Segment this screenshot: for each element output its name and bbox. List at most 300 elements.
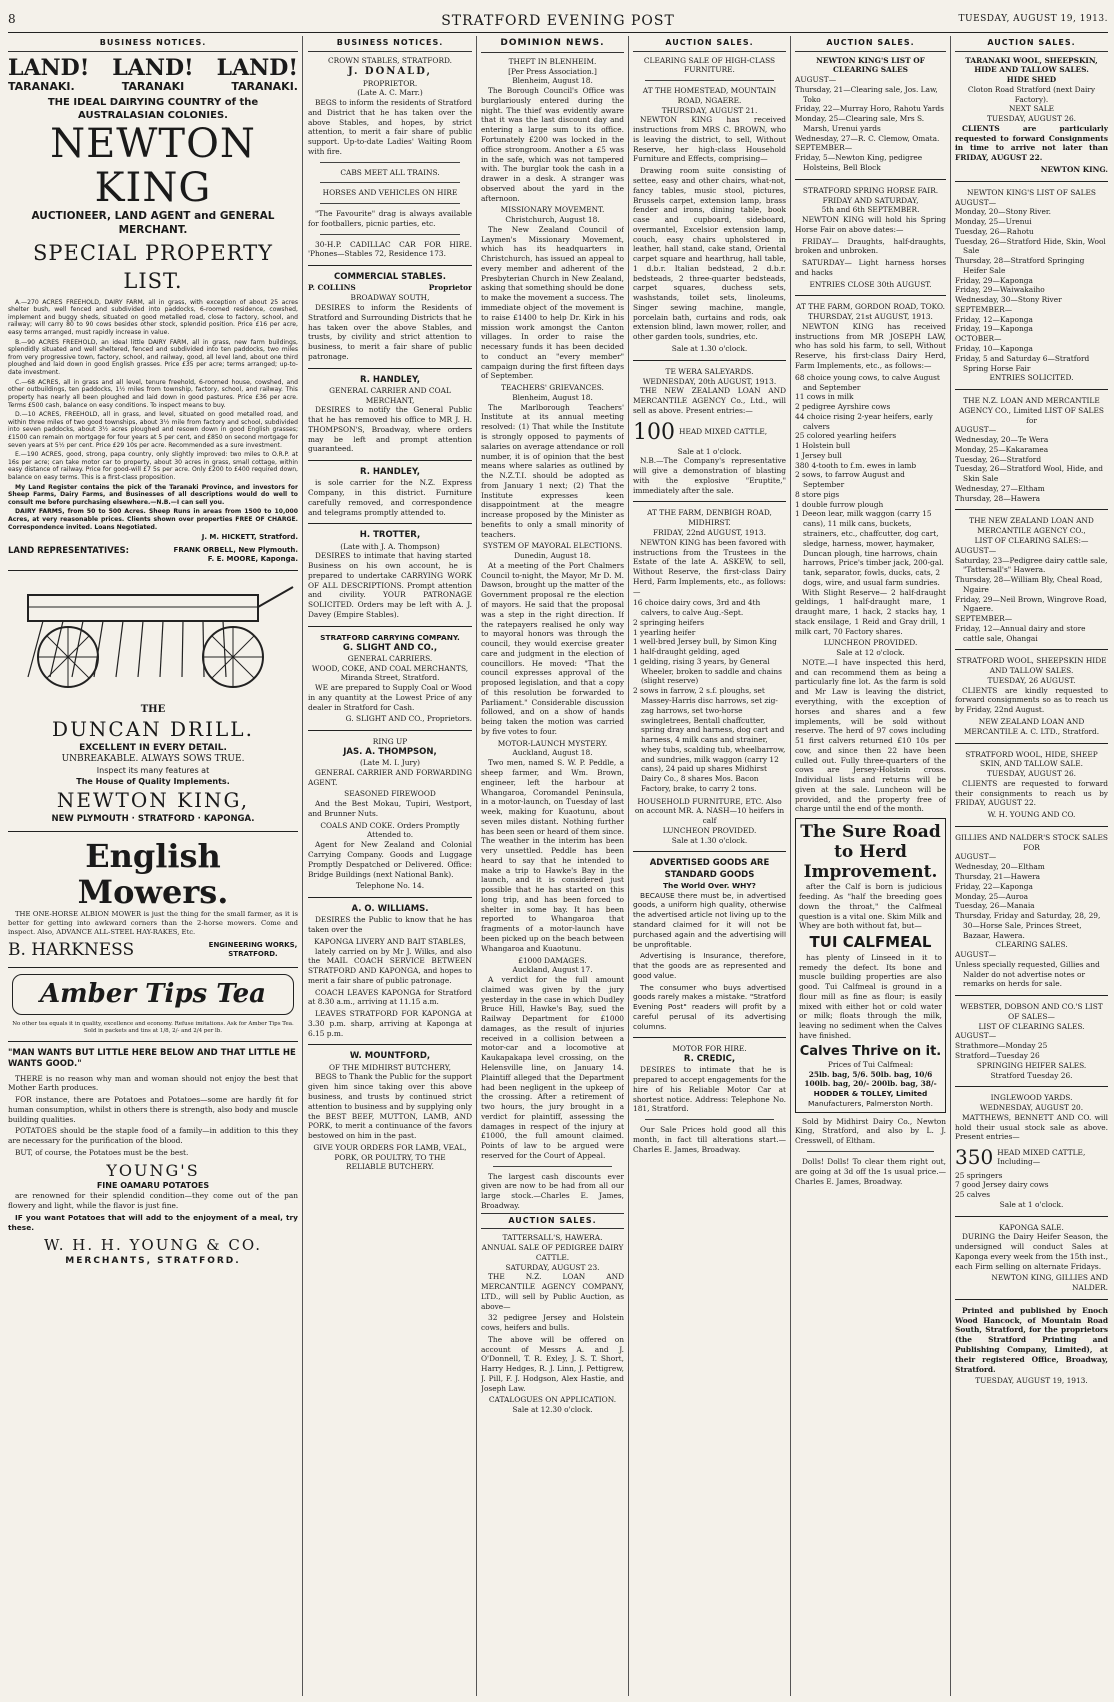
lunch-sale: Sale at 1.30 o'clock. [671, 835, 748, 845]
wera-date: WEDNESDAY, 20th AUGUST, 1913. [642, 376, 777, 386]
spring-text: NEWTON KING will hold his Spring Horse Fair on above dates:— [795, 215, 946, 234]
mowers-text: THE ONE-HORSE ALBION MOWER is just the thing for the small farmer, as it is better for getting into awkward corners than the 2-horse mowers. Come and inspect. Also, ADVANCE ALL-STEEL HAY-RAKES, Etc. [8, 910, 298, 936]
mountford-reliable: RELIABLE BUTCHERY. [346, 1162, 434, 1172]
news-title: MOTOR-LAUNCH MYSTERY. [497, 738, 608, 748]
clear-at: AT THE HOMESTEAD, MOUNTAIN ROAD, NGAERE. [642, 86, 777, 105]
spring-close: ENTRIES CLOSE 30th AUGUST. [809, 279, 932, 289]
advertised-sub: The World Over. WHY? [663, 880, 756, 890]
nk-list-title: NEWTON KING'S LIST OF CLEARING SALES [816, 55, 925, 75]
list-item: Tuesday, 26—Stratford [955, 454, 1042, 464]
list-item: AUGUST— [795, 75, 837, 85]
drill-firm: NEWTON KING, [56, 788, 250, 813]
divider [955, 826, 1108, 827]
drill-line: EXCELLENT IN EVERY DETAIL. [79, 742, 227, 753]
harkness-sub: ENGINEERING WORKS, STRATFORD. [208, 940, 298, 959]
list-item: Friday, 29—Waiwakaiho [955, 285, 1045, 295]
discount-text: The largest cash discounts ever given are now to be had from all our large stock.—Charles E. James, Broadway. [481, 1171, 624, 1210]
trotter-text: DESIRES to intimate that having started Business on his own account, he is prepared to undertake CARRYING WORK OF ALL DESCRIPTIONS. Prompt attention and civility. YOUR PATRONAGE SOLICITED. Orders may be left with A. J. Davey (Empire Stables). [308, 551, 472, 619]
loan2-title: THE NEW ZEALAND LOAN AND MERCANTILE AGENCY CO., [969, 516, 1094, 536]
divider [955, 509, 1108, 510]
news-title: TEACHERS' GRIEVANCES. [501, 383, 604, 393]
column-rule [790, 36, 791, 1696]
advertised-title: ADVERTISED GOODS ARE STANDARD GOODS [649, 858, 770, 880]
strat-wool: STRATFORD WOOL, SHEEPSKIN HIDE AND TALLOW SALES. [956, 656, 1107, 676]
land-register-note: My Land Register contains the pick of the Taranaki Province, and investors for Sheep Farms, Dairy Farms, and Businesses of all descriptions would do well to consult me before purchasing elsewhere.—N.B.—I can sell you. [8, 483, 298, 506]
nk-list [795, 75, 946, 173]
dairy-farms-note: DAIRY FARMS, from 50 to 500 Acres. Sheep Runs in areas from 1500 to 10,000 Acres, at very reasonable prices. Clients shown over properties FREE OF CHARGE. Correspondence invited. Loans Negotiated. [8, 508, 298, 531]
dateline: Auckland, August 18. [512, 748, 593, 758]
prices-title: Prices of Tui Calfmeal: [827, 1059, 914, 1069]
midhirst-items [633, 598, 786, 793]
crown-name: J. DONALD, [347, 66, 433, 78]
divider [807, 1151, 934, 1152]
carrying-address: Miranda Street, Stratford. [340, 673, 440, 683]
potato-para: FOR instance, there are Potatoes and Potatoes—some are hardly fit for human consumption, whilst in others there is strength, also body and muscle building qualities. [8, 1095, 298, 1124]
column-2 [308, 38, 472, 1696]
harkness-ad [8, 939, 298, 961]
divider [955, 1299, 1108, 1300]
cabs-line: CABS MEET ALL TRAINS. [340, 167, 440, 177]
list-item: AUGUST— [955, 950, 997, 960]
tatt-catalogues: CATALOGUES ON APPLICATION. [488, 1395, 617, 1405]
taranaki-row [8, 80, 298, 95]
mountford-of: OF THE MIDHIRST BUTCHERY, [328, 1062, 452, 1072]
land-representatives [8, 546, 298, 564]
drill-line: Inspect its many features at [96, 766, 210, 776]
inglewood-sale: Sale at 1 o'clock. [999, 1199, 1064, 1209]
inglewood-count-text: HEAD MIXED CATTLE, Including— [997, 1147, 1086, 1167]
handley-role: GENERAL CARRIER AND COAL MERCHANT, [329, 385, 451, 405]
list-item: OCTOBER— [955, 334, 1002, 344]
land-banner [8, 56, 298, 80]
divider [320, 182, 460, 183]
williams-text: DESIRES the Public to know that he has taken over the [308, 915, 472, 935]
list-item: Wednesday, 20—Eltham [955, 862, 1045, 872]
list-item: Tuesday, 26—Rahotu [955, 226, 1034, 236]
land-word: LAND! [216, 54, 298, 81]
list-item: Wednesday, 20—Te Wera [955, 435, 1049, 445]
page-number: 8 [8, 12, 16, 26]
sale-prices: Our Sale Prices hold good all this month, in fact till alterations start.—Charles E. James, Broadway. [633, 1125, 786, 1154]
taranaki-word: TARANAKI. [8, 79, 75, 93]
list-item: Thursday, Friday and Saturday, 28, 29, 30—Horse Sale, Princes Street, Bazaar, Hawera. [955, 911, 1101, 940]
sold-by: Sold by Midhirst Dairy Co., Newton King, Stratford, and also by L. J. Cresswell, of Eltham. [795, 1116, 946, 1146]
price-row: 100lb. bag, 20/- 200lb. bag, 38/- [804, 1079, 937, 1089]
divider [308, 265, 472, 266]
wool-title: TARANAKI WOOL, SHEEPSKIN, HIDE AND TALLOW SALES. [965, 55, 1098, 75]
column-1 [8, 38, 298, 1696]
dateline: Dunedin, August 18. [514, 551, 591, 561]
tatt-text: The above will be offered on account of Messrs A. and J. O'Donnell, T. R. Exley, J. S. T. Short, Harry Hedges, R. J. Linn, J. Pettigrew, J. Pill, F. J. Hodgson, Alex Hastie, and Joseph Law. [481, 1334, 624, 1393]
news-title: MISSIONARY MOVEMENT. [500, 205, 605, 215]
list-item: 7 good Jersey dairy cows [955, 1180, 1049, 1190]
strat2-title: STRATFORD WOOL, HIDE, SHEEP SKIN, AND TALLOW SALE. [965, 749, 1098, 769]
divider [633, 851, 786, 852]
divider [320, 234, 460, 235]
commercial-address: BROADWAY SOUTH, [350, 293, 430, 303]
list-item: Friday, 12—Annual dairy and store cattle sale, Ohangai [955, 623, 1086, 643]
column-header: AUCTION SALES. [955, 38, 1108, 52]
list-item: 380 4-tooth to f.m. ewes in lamb [795, 460, 917, 470]
imprint: Printed and published by Enoch Wood Hancock, of Mountain Road South, Stratford, for the proprietors (the Stratford Printing and Publishing Company, Limited), at their registered Office, Broadway, Stratford. [955, 1305, 1108, 1374]
list-item: 2 sows, to farrow August and September [795, 470, 905, 490]
list-item: Tuesday, 26—Stratford Wool, Hide, and Skin Sale [955, 464, 1103, 484]
list-item: 25 colored yearling heifers [795, 431, 897, 441]
imprint-date: TUESDAY, AUGUST 19, 1913. [975, 1376, 1088, 1386]
list-item: Thursday, 28—William Bly, Cheal Road, Ngaire [955, 575, 1103, 594]
divider [795, 179, 946, 180]
inglewood-count: 350 [955, 1145, 994, 1170]
rep: FRANK ORBELL, New Plymouth. [173, 545, 298, 554]
commercial-role: Proprietor [428, 283, 472, 293]
williams-coach: COACH LEAVES KAPONGA for Stratford at 8.30 a.m., arriving at 11.15 a.m. [308, 987, 472, 1007]
clients-text: CLIENTS are particularly requested to forward Consignments in time to arrive not later than FRIDAY, AUGUST 22. [955, 123, 1108, 163]
jas-name: JAS. A. THOMPSON, [343, 746, 437, 757]
credic-text: DESIRES to intimate that he is prepared to accept engagements for the hire of his Reliable Motor Car at shortest notice. Address: Telephone No. 181, Stratford. [633, 1065, 786, 1114]
horses-line: HORSES AND VEHICLES ON HIRE [322, 188, 458, 198]
next-date: TUESDAY, AUGUST 26. [987, 114, 1076, 124]
news-text: The Borough Council's Office was burglariously entered during the night. The thief was evidently aware that it was the last discount day and entering a large sum to its office. Fortunately £200 was locked in the office strongroom. Another a £5 was in the safe, which was not tampered with. The burglar took the cash in a drawer in a desk. A stranger was observed about the yard in the afternoon. [481, 86, 624, 203]
divider [320, 203, 460, 204]
list-item: 68 choice young cows, to calve August and September [795, 372, 940, 392]
taranaki-word: TARANAKI. [231, 79, 298, 93]
list-item: 8 store pigs [795, 489, 840, 499]
property-list-title: SPECIAL PROPERTY LIST. [33, 241, 273, 293]
jas-late: (Late M. I. Jury) [359, 758, 421, 768]
handley-name: R. HANDLEY, [360, 467, 420, 478]
jas-agent: Agent for New Zealand and Colonial Carrying Company. Goods and Luggage Promptly Despatched or Delivered. Office: Bridge Buildings (next National Bank). [308, 840, 472, 879]
divider [645, 1119, 774, 1120]
youngs-title: YOUNG'S [106, 1160, 200, 1180]
news-text: The Marlborough Teachers' Institute at its annual meeting resolved: (1) That while the Institute is strongly opposed to payments of salaries on average attendance or roll number, it is of opinion that the best means where salaries as outlined by the N.Z.T.I. should be adopted as from January 1 next; (2) That the Institute expresses keen disappointment at the meagre increase proposed by the Minister as benefits to only a small minority of teachers. [481, 402, 624, 539]
divider [955, 649, 1108, 650]
midhirst-date: FRIDAY, 22nd AUGUST, 1913. [653, 527, 766, 537]
column-4 [633, 38, 786, 1696]
divider [308, 523, 472, 524]
kaponga-title: KAPONGA SALE. [999, 1222, 1064, 1232]
divider [645, 80, 774, 81]
heifer-date: Stratford Tuesday 26. [990, 1070, 1073, 1080]
list-item: Thursday, 21—Clearing sale, Jos. Law, Toko [795, 84, 938, 104]
news-title: SYSTEM OF MAYORAL ELECTIONS. [482, 541, 623, 551]
mowers-title: English Mowers. [77, 837, 229, 911]
jas-telephone: Telephone No. 14. [355, 881, 425, 891]
hodder-sub: Manufacturers, Palmerston North. [808, 1098, 933, 1108]
clear-text: NEWTON KING has received instructions from MRS C. BROWN, who is leaving the district, to sell, Without Reserve, her high-class Household Furniture and Effects, comprising— [633, 115, 786, 164]
strat-clients: CLIENTS are kindly requested to forward consignments so as to reach us by Friday, 22nd August. [955, 685, 1108, 715]
gordon-slight: With Slight Reserve— 2 half-draught geldings, 1 half-draught mare, 1 draught mare, 1 hack, 2 stacks hay, 1 stack ensilage, 1 Reid and Gray drill, 1 milk cart, 70 Factory shares. [795, 587, 946, 636]
column-rule [628, 36, 629, 1696]
jas-firewood: SEASONED FIREWOOD [344, 789, 436, 799]
tatt-date: SATURDAY, AUGUST 23. [505, 1262, 600, 1272]
list-item: AUGUST— [955, 852, 997, 862]
road-title: The Sure Road to Herd Improvement. [800, 822, 941, 883]
wera-count: 100 [633, 419, 675, 445]
list-item: AUGUST— [955, 1031, 997, 1041]
drill-name: DUNCAN DRILL. [52, 717, 254, 742]
favourite-text: "The Favourite" drag is always available for footballers, picnic parties, etc. [308, 209, 472, 228]
advertised-text: The consumer who buys advertised goods rarely makes a mistake. "Stratford Evening Post" readers will profit by a careful perusal of its advertising columns. [633, 982, 786, 1031]
loan-list [955, 425, 1108, 503]
list-item: Friday, 29—Kaponga [955, 275, 1033, 285]
signature: J. M. HICKETT, Stratford. [201, 533, 298, 542]
carrying-signature: G. SLIGHT AND CO., Proprietors. [345, 714, 472, 724]
firm-name: NEWTON KING [50, 121, 256, 212]
gillies-title: GILLIES AND NALDER'S STOCK SALES FOR [955, 832, 1108, 852]
column-6 [955, 38, 1108, 1696]
commercial-text: DESIRES to inform the Residents of Stratford and Surrounding Districts that he has taken over the above Stables, and trusts, by civility and strict attention to business, to merit a fair share of public patronage. [308, 302, 472, 361]
tui-title: TUI CALFMEAL [809, 933, 932, 952]
list-item: Friday, 5 and Saturday 6—Stratford Spring Horse Fair [955, 353, 1090, 373]
list-item: Monday, 20—Stony River. [955, 207, 1051, 217]
cadillac-text: 30-H.P. CADILLAC CAR FOR HIRE. 'Phones—Stables 72, Residence 173. [308, 239, 472, 259]
gillies-clear-list [955, 950, 1108, 989]
youngs-try: IF you want Potatoes that will add to the enjoyment of a meal, try these. [8, 1212, 298, 1232]
inglewood-title: INGLEWOOD YARDS. [990, 1093, 1073, 1103]
inglewood-text: MATTHEWS, BENNETT AND CO. will hold their usual stock sale as above. Present entries— [955, 1112, 1108, 1142]
next-sale: NEXT SALE [1008, 104, 1055, 114]
handley-name: R. HANDLEY, [360, 374, 420, 385]
list-item: Monday, 25—Clearing sale, Mrs S. Marsh, Urenui yards [795, 114, 925, 133]
list-item: Stratford—Tuesday 26 [955, 1050, 1040, 1060]
issue-date: TUESDAY, AUGUST 19, 1913. [958, 14, 1108, 24]
road-text: after the Calf is born is judicious feeding. As "half the breeding goes down the throat," the Calfmeal question is a vital one. Skim Milk and Whey are both without fat, but— [799, 882, 942, 931]
newspaper-title: STRATFORD EVENING POST [441, 13, 675, 29]
list-item: Tuesday, 26—Stratford Hide, Skin, Wool Sale [955, 236, 1106, 256]
loan2-list [955, 546, 1108, 644]
column-5 [795, 38, 946, 1696]
list-item: 1 half-draught gelding, aged [633, 647, 740, 657]
land-word: LAND! [8, 54, 90, 81]
list-item: SEPTEMBER— [955, 304, 1013, 314]
mountford-text: BEGS to Thank the Public for the support given him since taking over this above business, and trusts by continued strict attention to business and by supplying only the BEST BEEF, MUTTON, LAMB, AND PORK, to merit a continuance of the favors bestowed on him in the past. [308, 1072, 472, 1141]
list-item: Monday, 25—Auroa [955, 891, 1029, 901]
list-item: 44 choice rising 2-year heifers, early calvers [795, 411, 933, 431]
list-item: 11 cows in milk [795, 392, 854, 402]
motor-hire: MOTOR FOR HIRE. [672, 1044, 747, 1054]
property-item: A.—270 ACRES FREEHOLD, DAIRY FARM, all in grass, with exception of about 25 acres shelter bush, well fenced and subdivided into paddocks, 6-roomed residence, cowshed, implement and buggy sheds, situated on good metalled road, close to factory, school, and railway; will carry 80 to 90 cows besides other stock, splendid position. Price £16 per acre, easy terms arranged, must rapidly increase in value. [8, 298, 298, 337]
strat2-text: CLIENTS are requested to forward their consignments to reach us by FRIDAY, AUGUST 22. [955, 778, 1108, 808]
dateline: Blenheim, August 18. [512, 392, 593, 402]
column-3 [481, 38, 624, 1696]
divider [493, 1166, 612, 1167]
list-item: Friday, 22—Murray Horo, Rahotu Yards [795, 104, 944, 114]
dateline: Blenheim, August 18. [512, 76, 593, 86]
list-item: Friday, 19—Kaponga [955, 324, 1033, 334]
williams-name: A. O. WILLIAMS. [351, 904, 429, 915]
property-item: C.—68 ACRES, all in grass and all level, tenure freehold, 6-roomed house, cowshed, and other outbuildings, ten paddocks, 1½ miles from township, factory, school, and railway. This property has nearly all been ploughed and laid down in good pastures. Price £36 per acre. Terms £500 cash, balance on easy conditions. To inspect means to buy. [8, 378, 298, 409]
advertised-text: BECAUSE there must be, in advertised goods, a uniform high quality, otherwise the advertised article not living up to the standard claimed for it will not be purchased again and the advertising will be unprofitable. [633, 890, 786, 949]
nk-sign: NEWTON KING. [1040, 164, 1108, 174]
list-item: SEPTEMBER— [955, 614, 1013, 624]
drill-illustration [8, 577, 298, 697]
list-item: 1 Holstein bull [795, 441, 851, 451]
drill-line: The House of Quality Implements. [76, 776, 230, 786]
household-line: HOUSEHOLD FURNITURE, ETC. Also on account MR. A. NASH—10 heifers in calf [634, 796, 785, 826]
man-heading: "MAN WANTS BUT LITTLE HERE BELOW AND THAT LITTLE HE WANTS GOOD." [8, 1048, 296, 1070]
spring-date: FRIDAY AND SATURDAY, [822, 195, 919, 205]
list-item: AUGUST— [955, 545, 997, 555]
amber-sub: No other tea equals it in quality, excellence and economy. Refuse imitations. Ask for Amber Tips Tea. Sold in packets and tins at 1/8, 2/- and 2/4 per lb. [12, 1020, 294, 1034]
list-item: Wednesday, 27—Eltham [955, 483, 1045, 493]
reps-label: LAND REPRESENTATIVES: [8, 545, 130, 556]
potato-para: THERE is no reason why man and woman should not enjoy the best that Mother Earth produces. [8, 1073, 298, 1093]
handley-text: is sole carrier for the N.Z. Express Company, in this district. Furniture carefully removed, and correspondence and telegrams promptly attended to. [308, 478, 472, 517]
handley-text: DESIRES to notify the General Public that he has removed his office to MR J. H. THOMPSON'S, Broadway, where orders may be left and prompt attention guaranteed. [308, 405, 472, 454]
divider [955, 1086, 1108, 1087]
webster-list [955, 1031, 1108, 1060]
commercial-name: P. COLLINS [308, 283, 356, 293]
gordon-text: NEWTON KING has received instructions from MR JOSEPH LAW, who has sold his farm, to sell, Without Reserve, his first-class Dairy Herd, Farm Implements, etc., as follows:— [795, 321, 946, 370]
crown-text: BEGS to inform the residents of Stratford and District that he has taken over the above Stables, and hopes, by strict attention, to merit a fair share of public support. Up-to-date Ladies' Waiting Room with fire. [308, 98, 472, 156]
list-item: 1 well-bred Jersey bull, by Simon King [633, 637, 777, 647]
list-item: Friday, 5—Newton King, pedigree Holsteins, Bell Block [795, 153, 923, 172]
amber-tips-logo: Amber Tips Tea [12, 974, 294, 1014]
column-header: BUSINESS NOTICES. [8, 38, 298, 52]
news-text: The New Zealand Council of Laymen's Missionary Movement, which has its headquarters in Christchurch, has issued an appeal to every member and adherent of the Presbyterian Church in New Zealand, asking that something should be done to make the movement a success. The immediate object of the movement is to raise £1400 to help Dr. Kirk in his mission work amongst the Canton villages. In order to raise the necessary funds it has been decided to conduct an "every member" campaign during the first fifteen days of September. [481, 224, 624, 381]
section-header: AUCTION SALES. [481, 1213, 624, 1230]
credic-name: R. CREDIC, [683, 1054, 736, 1065]
gordon-lunch: LUNCHEON PROVIDED. [823, 638, 918, 648]
news-text: Two men, named S. W. P. Peddle, a sheep farmer, and Wm. Brown, engineer, left the harbour at Whangaroa, Coromandel Peninsula, in a motor-launch, on Tuesday of last week, making for Kuaotunu, about seven miles distant. Nothing further has been seen or heard of them since. The weather in the interim has been very unsettled. Peddle has been heard to say that he intended to make a trip to Hawke's Bay in the launch, and it is considered just possible that he has started on this long trip, and has been forced to shelter in some bay. It has been reported to Whangaroa that fragments of a motor-launch have been picked up on the beach between Whangaroa and Kuaotunu. [481, 758, 624, 953]
wera-nb: N.B.—The Company's representative will give a demonstration of blasting with the explosive "Eruptite," immediately after the sale. [633, 456, 786, 495]
youngs-firm-sub: MERCHANTS, STRATFORD. [65, 1256, 241, 1267]
divider [955, 389, 1108, 390]
list-item: Strathmore—Monday 25 [955, 1041, 1048, 1051]
williams-text2: lately carried on by Mr J. Wilks, and also the MAIL COACH SERVICE BETWEEN STRATFORD AND KAPONGA, and hopes to merit a fair share of public patronage. [308, 946, 472, 985]
column-header: BUSINESS NOTICES. [308, 38, 472, 52]
gordon-title: AT THE FARM, GORDON ROAD, TOKO. [796, 302, 945, 312]
seed-drill-icon [8, 577, 296, 697]
jas-coke: COALS AND COKE. Orders Promptly Attended to. [320, 820, 460, 840]
list-item: 25 calves [955, 1190, 991, 1200]
list-item: 16 choice dairy cows, 3rd and 4th calvers, to calve Aug.-Sept. [633, 598, 761, 618]
inglewood-date: WEDNESDAY, AUGUST 20. [979, 1103, 1084, 1113]
nk2-list [955, 198, 1108, 374]
strat-date: TUESDAY, 26 AUGUST. [987, 675, 1076, 685]
dateline: Christchurch, August 18. [505, 215, 600, 225]
wera-count-text: HEAD MIXED CATTLE, [679, 427, 768, 437]
list-item: 2 pedigree Ayrshire cows [795, 402, 891, 412]
list-item: 1 Jersey bull [795, 450, 842, 460]
news-text: At a meeting of the Port Chalmers Council to-night, the Mayor, Mr D. M. Dawson, brought up the matter of the Government proposal re the election of mayors. He said that the proposal was a step in the right direction. If the ratepayers realised he only way to mayoral honors was through the council, they would exercise greater care and judgment in the election of councillors. He moved: "That the council expresses approval of the proposed legislation, and that a copy of this resolution be forwarded to Parliament." Considerable discussion followed, and on a show of hands being taken the motion was carried by five votes to four. [481, 560, 624, 736]
tui-text: has plenty of Linseed in it to remedy the defect. Its bone and muscle building properties are also good. Tui Calfmeal is ground in a flour mill as fine as flour; is easily mixed with either hot or cold water or milk; floats through the milk, leaving no sediment when the Calves have finished. [799, 952, 942, 1040]
clear-items: Drawing room suite consisting of settee, easy and other chairs, what-not, fancy tables, music stool, pictures, Brussels carpet, extension lamp, brass fender and irons, dining table, book case and cupboard, sideboard, overmantel, Excelsior extension lamp, couch, easy chairs upholstered in leather, hall stand, cake stand, Oriental carpet square and hearthrug, hall table, 1 d.b.r. Italian bedstead, 2 d.b.r. bedsteads, 2 three-quarter bedsteads, carpet squares, duchess sets, washstands, toilet sets, linoleums, Singer sewing machine, mangle, porcelain bath, curtains and rods, oak extension blind, lawn mower, roller, and other garden tools, sundries, etc. [633, 166, 786, 342]
jas-text: GENERAL CARRIER AND FORWARDING AGENT. [308, 767, 472, 787]
drill-towns: NEW PLYMOUTH · STRATFORD · KAPONGA. [51, 813, 255, 824]
gordon-items [795, 373, 946, 588]
spring-friday: FRIDAY— Draughts, half-draughts, broken and unbroken. [795, 236, 946, 256]
jas-coal: And the Best Mokau, Tupiri, Westport, and Brunner Nuts. [308, 799, 472, 818]
divider [308, 626, 472, 627]
divider [633, 1037, 786, 1038]
list-item: Unless specially requested, Gillies and Nalder do not advertise notes or remarks on herds for sale. [955, 959, 1100, 989]
divider [955, 181, 1108, 182]
list-item: Friday, 22—Kaponga [955, 881, 1033, 891]
divider [8, 831, 298, 832]
hide-shed: HIDE SHED [1006, 75, 1057, 85]
wera-title: TE WERA SALEYARDS. [665, 366, 754, 376]
kaponga-firms: NEWTON KING, GILLIES AND NALDER. [991, 1273, 1108, 1293]
column-rule [302, 36, 303, 1696]
news-text: A verdict for the full amount claimed was given by the jury yesterday in the case in which Dudley Bruce Hill, Hawke's Bay, sued the Railway Department for £1000 damages, as the result of injuries received in a collision between a motor-car and a locomotive at Kaukapakapa level crossing, on the Helensville line, on January 14. Plaintiff alleged that the Department had been negligent in the upkeep of the crossing. After a retirement of two hours, the jury brought in a verdict for plaintiff, assessing the damages in respect of the injury at £1000, the full amount claimed. Points of law to be argued were reserved for the Court of Appeal. [481, 975, 624, 1160]
property-item: B.—90 ACRES FREEHOLD, an ideal little DAIRY FARM, all in grass, new farm buildings, splendidly situated and well sheltered, fenced and subdivided into ten paddocks, two miles from very progressive town, factory, school, and railway, good, all level land, about one third ploughed and laid down in good English grasses. Price £35 per acre; terms arranged; up-to-date investment. [8, 338, 298, 377]
clear-date: THURSDAY, AUGUST 21. [661, 105, 758, 115]
carrying-role: GENERAL CARRIERS. [347, 653, 433, 663]
kaponga-text: DURING the Dairy Heifer Season, the undersigned will conduct Sales at Kaponga every week from the 15th inst., each Firm selling on alternate Fridays. [955, 1232, 1108, 1271]
gordon-sale: Sale at 12 o'clock. [836, 648, 905, 658]
property-item: D.—10 ACRES, FREEHOLD, all in grass, and level, situated on good metalled road, and within three miles of two good townships, about 3½ mile from factory and school, subdivided into seven paddocks, about 3½ acres ploughed and resown down in good English grasses; £1500 can remain on mortgage for four years at 5 per cent, and £850 on second mortgage for seven years at 5½ per cent. Price £29 10s per acre. Recommended as a sure investment. [8, 411, 298, 449]
column-header: DOMINION NEWS. [481, 38, 624, 53]
property-item: E.—190 ACRES, good, strong, papa country, only slightly improved: two miles to O.R.P. at 16s per acre; can take motor car to property, about 30 acres in grass, small cottage, within easy distance of railway. Price for good-will £7 5s per acre. Only £200 to £400 required down, balance on easy terms. This is a first-class proposition. [8, 451, 298, 481]
tatt-text: THE N.Z. LOAN AND MERCANTILE AGENCY COMPANY, LTD., will sell by Public Auction, as above— [481, 1272, 624, 1311]
hodder-name: HODDER & TOLLEY, Limited [813, 1089, 928, 1099]
property-list [8, 299, 298, 532]
potato-copy [8, 1074, 298, 1158]
ring-up: RING UP [372, 737, 408, 747]
youngs-text: are renowned for their splendid condition—they come out of the pan flowery and light, while the flavor is just fine. [8, 1191, 298, 1211]
list-item: Saturday, 23—Pedigree dairy cattle sale, "Tattersall's" Hawera. [955, 555, 1108, 575]
list-item: 2 springing heifers [633, 617, 705, 627]
list-item: Wednesday, 27—R. C. Clemow, Omata. [795, 133, 940, 143]
list-item: Monday, 25—Kakaramea [955, 444, 1049, 454]
trotter-name: H. TROTTER, [359, 530, 421, 541]
spring-saturday: SATURDAY— Light harness horses and hacks [795, 258, 946, 277]
entries-solicited: ENTRIES SOLICITED. [989, 373, 1074, 383]
list-item: Wednesday, 30—Stony River [955, 295, 1062, 305]
tatt-text: 32 pedigree Jersey and Holstein cows, heifers and bulls. [481, 1313, 624, 1333]
column-rule [476, 36, 477, 1696]
strat2-date: TUESDAY, AUGUST 26. [987, 769, 1076, 779]
crown-role: PROPRIETOR. [362, 78, 418, 88]
wera-text: THE NEW ZEALAND LOAN AND MERCANTILE AGENCY Co., Ltd., will sell as above. Present entries:— [633, 386, 786, 415]
mountford-name: W. MOUNTFORD, [349, 1051, 431, 1062]
list-item: 1 Deeon lear, milk waggon (carry 15 cans), 11 milk cans, buckets, strainers, etc., chaffcutter, dog cart, sledge, harness, mower, haymaker, Duncan plough, tine harrows, chain harrows, Price's timber jack, 200-gal. tank, separator, fowls, ducks, cats, 2 dogs, wire, and usual farm sundries. [795, 509, 944, 587]
land-word: LAND! [112, 54, 194, 81]
carrying-text: WE are prepared to Supply Coal or Wood in any quantity at the Lowest Price of any dealer in Stratford for Cash. [308, 683, 472, 712]
williams-coach: LEAVES STRATFORD FOR KAPONGA at 3.30 p.m. sharp, arriving at Kaponga at 6.15 p.m. [308, 1009, 472, 1038]
loan-title: THE N.Z. LOAN AND MERCANTILE AGENCY CO., Limited LIST OF SALES for [959, 396, 1104, 425]
inglewood-entries [955, 1144, 1108, 1170]
webster-title: WEBSTER, DOBSON AND CO.'S LIST OF SALES— [960, 1002, 1103, 1021]
divider [320, 162, 460, 163]
drill-the: THE [140, 703, 166, 715]
list-item: 2 sows in farrow, 2 s.f. ploughs, set Massey-Harris disc harrows, set zig-zag harrows, set two-horse swingletrees, Bentall chaffcutter, spring dray and harness, dog cart and harness, 4 milk cans and strainer, whey tubs, scalding tub, wheelbarrow, and sundries, milk waggon (carry 12 cans), 24 paid up shares Midhirst Dairy Co., 8 shares Mos. Bacon Factory, brake, to carry 2 tons. [633, 686, 786, 793]
list-item: 1 double furrow plough [795, 499, 884, 509]
thrive-title: Calves Thrive on it. [799, 1043, 942, 1059]
tatt-sub: ANNUAL SALE OF PEDIGREE DAIRY CATTLE. [481, 1243, 624, 1262]
divider [8, 967, 298, 968]
divider [308, 730, 472, 731]
list-item: Thursday, 21—Hawera [955, 871, 1041, 881]
inglewood-items [955, 1171, 1108, 1200]
divider [633, 360, 786, 361]
potato-para: BUT, of course, the Potatoes must be the best. [15, 1147, 189, 1157]
midhirst-title: AT THE FARM, DENBIGH ROAD, MIDHIRST. [647, 508, 772, 528]
rep: F. E. MOORE, Kaponga. [207, 554, 298, 563]
gordon-date: THURSDAY, 21st AUGUST, 1913. [808, 312, 933, 322]
wera-entries [633, 418, 786, 447]
list-item: AUGUST— [955, 425, 997, 435]
divider [308, 368, 472, 369]
tatt-title: TATTERSALL'S, HAWERA. [502, 1233, 603, 1243]
commercial-proprietor [308, 283, 472, 293]
dateline: Auckland, August 17. [512, 965, 593, 975]
list-item: 1 yearling heifer [633, 627, 696, 637]
divider [955, 743, 1108, 744]
divider [633, 501, 786, 502]
divider [8, 1041, 298, 1042]
